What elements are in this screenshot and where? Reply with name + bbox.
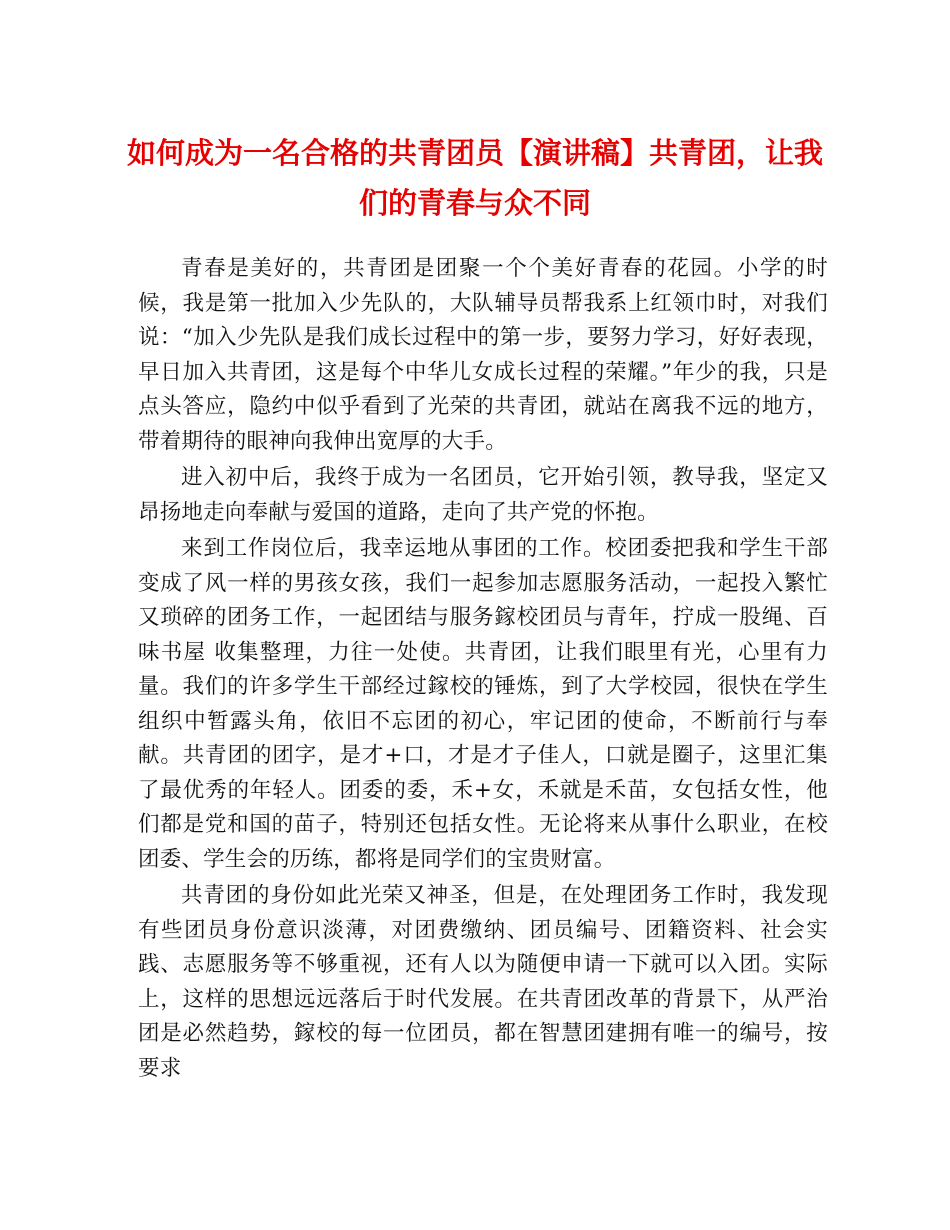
document-body [138, 252, 828, 1088]
paragraph-3: 来到工作岗位后，我幸运地从事团的工作。校团委把我和学生干部变成了风一样的男孩女孩，我们一起参加志愿服务活动，一起投入繁忙又琐碎的团务工作，一起团结与服务鎵校团员与青年，拧成一股绳、百味书屋 收集整理，力往一处使。共青团，让我们眼里有光，心里有力量。我们的许多学生干部经过鎵校的锤炼，到了大学校园，很快在学生组织中暂露头角，依旧不忘团的初心，牢记团的使命，不断前行与奉献。共青团的团字，是才+口，才是才子佳人，口就是圈子，这里汇集了最优秀的年轻人。团委的委，禾+女，禾就是禾苗，女包括女性，他们都是党和国的苗子，特别还包括女性。无论将来从事什么职业，在校团委、学生会的历练，都将是同学们的宝贵财富。 [138, 536, 828, 872]
paragraph-4: 共青团的身份如此光荣又神圣，但是，在处理团务工作时，我发现有些团员身份意识淡薄，对团费缴纳、团员编号、团籍资料、社会实践、志愿服务等不够重视，还有人以为随便申请一下就可以入团。实际上，这样的思想远远落后于时代发展。在共青团改革的背景下，从严治团是必然趋势，鎵校的每一位团员，都在智慧团建拥有唯一的编号，按要求 [138, 883, 828, 1081]
paragraph-2: 进入初中后，我终于成为一名团员，它开始引领，教导我，坚定又昂扬地走向奉献与爱国的道路，走向了共产党的怀抱。 [138, 465, 828, 525]
paragraph-1: 青春是美好的，共青团是团聚一个个美好青春的花园。小学的时候，我是第一批加入少先队的，大队辅导员帮我系上红领巾时，对我们说：“加入少先队是我们成长过程中的第一步，要努力学习，好好表现，早日加入共青团，这是每个中华儿女成长过程的荣耀。”年少的我，只是点头答应，隐约中似乎看到了光荣的共青团，就站在离我不远的地方，带着期待的眼神向我伸出宽厚的大手。 [138, 256, 828, 454]
document-title: 如何成为一名合格的共青团员【演讲稿】共青团，让我们的青春与众不同 [126, 136, 823, 220]
